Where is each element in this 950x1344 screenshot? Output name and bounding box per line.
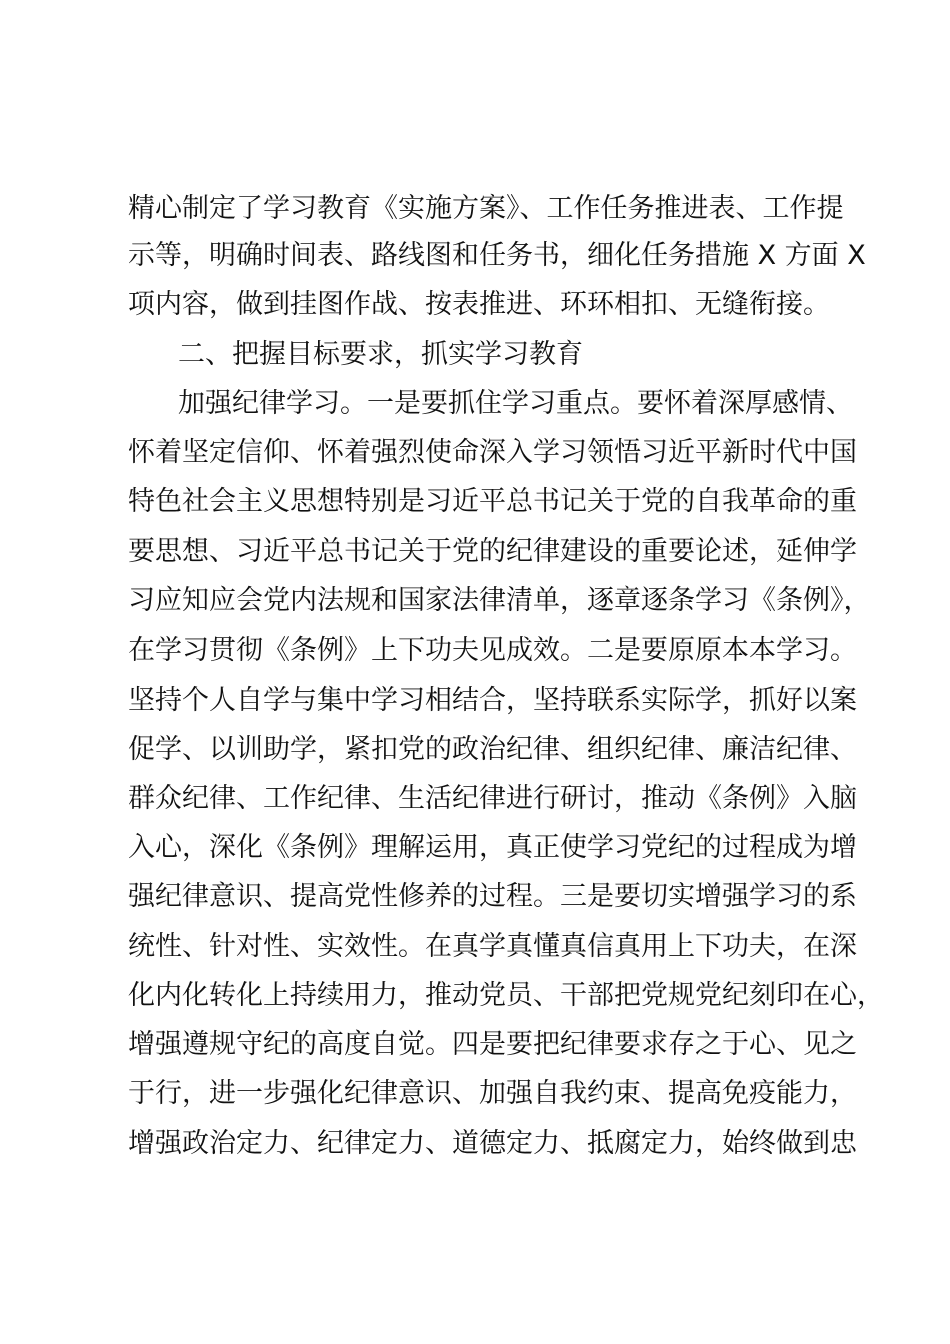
body-text-line: 促学、以训助学，紧扣党的政治纪律、组织纪律、廉洁纪律、 <box>128 734 857 765</box>
section-heading: 二、把握目标要求，抓实学习教育 <box>178 339 583 370</box>
body-text-line: 在学习贯彻《条例》上下功夫见成效。二是要原原本本学习。 <box>128 635 857 666</box>
body-text-line: 示等，明确时间表、路线图和任务书，细化任务措施 X 方面 X <box>128 240 866 271</box>
body-text-line: 增强政治定力、纪律定力、道德定力、抵腐定力，始终做到忠 <box>128 1128 857 1159</box>
body-text-line: 统性、针对性、实效性。在真学真懂真信真用上下功夫，在深 <box>128 931 857 962</box>
body-text-line: 增强遵规守纪的高度自觉。四是要把纪律要求存之于心、见之 <box>128 1029 857 1060</box>
body-text-line: 坚持个人自学与集中学习相结合，坚持联系实际学，抓好以案 <box>128 685 857 716</box>
body-text-line: 怀着坚定信仰、怀着强烈使命深入学习领悟习近平新时代中国 <box>128 437 857 468</box>
body-text-line: 要思想、习近平总书记关于党的纪律建设的重要论述，延伸学 <box>128 536 857 567</box>
body-text-line: 于行，进一步强化纪律意识、加强自我约束、提高免疫能力， <box>128 1078 857 1109</box>
body-text-line: 强纪律意识、提高党性修养的过程。三是要切实增强学习的系 <box>128 881 857 912</box>
body-text-line: 特色社会主义思想特别是习近平总书记关于党的自我革命的重 <box>128 486 857 517</box>
body-text-line: 群众纪律、工作纪律、生活纪律进行研讨，推动《条例》入脑 <box>128 783 857 814</box>
body-text-line: 入心，深化《条例》理解运用，真正使学习党纪的过程成为增 <box>128 832 857 863</box>
body-text-line: 习应知应会党内法规和国家法律清单，逐章逐条学习《条例》， <box>128 585 871 616</box>
body-text-line: 项内容，做到挂图作战、按表推进、环环相扣、无缝衔接。 <box>128 289 830 320</box>
body-text-line: 精心制定了学习教育《实施方案》、工作任务推进表、工作提 <box>128 193 844 224</box>
body-text-line: 化内化转化上持续用力，推动党员、干部把党规党纪刻印在心， <box>128 980 884 1011</box>
body-text-line: 加强纪律学习。一是要抓住学习重点。要怀着深厚感情、 <box>178 388 853 419</box>
